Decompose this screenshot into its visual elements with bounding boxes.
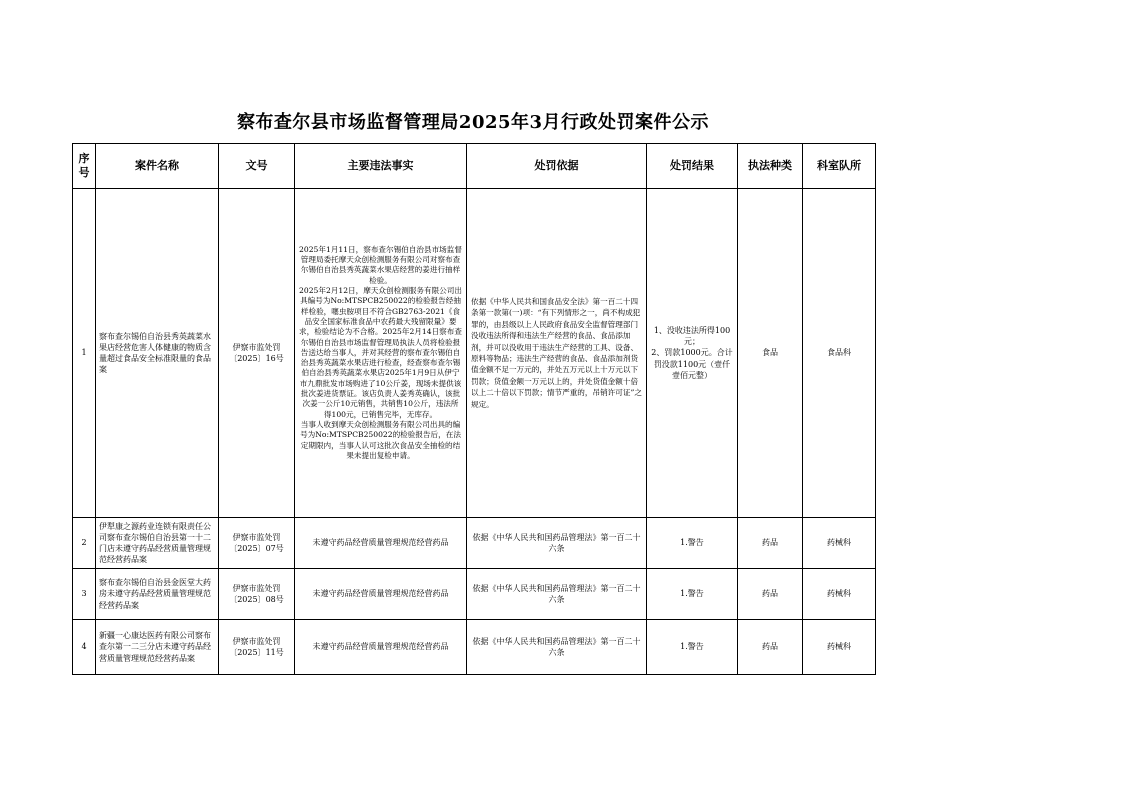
cell-doc-no: 伊察市监处罚〔2025〕11号 <box>219 620 295 675</box>
cell-doc-no: 伊察市监处罚〔2025〕16号 <box>219 189 295 518</box>
cell-result: 1.警告 <box>647 569 738 620</box>
cell-seq: 4 <box>73 620 96 675</box>
cell-doc-no: 伊察市监处罚〔2025〕07号 <box>219 518 295 569</box>
facts-paragraph: 当事人收到摩天众创检测服务有限公司出具的编号为No:MTSPCB250022的检验报告后，在法定期限内，当事人认可这批次食品安全抽检的结果未提出复检申请。 <box>300 420 461 460</box>
header-doc-no: 文号 <box>219 144 295 189</box>
cell-facts: 未遵守药品经营质量管理规范经营药品 <box>295 518 467 569</box>
cell-seq: 1 <box>73 189 96 518</box>
cell-seq: 2 <box>73 518 96 569</box>
cell-case-name: 察布查尔锡伯自治县金医堂大药房未遵守药品经营质量管理规范经营药品案 <box>96 569 219 620</box>
header-dept: 科室队所 <box>803 144 876 189</box>
cell-doc-no: 伊察市监处罚〔2025〕08号 <box>219 569 295 620</box>
cell-case-name: 新疆一心康达医药有限公司察布查尔第一二三分店未遵守药品经营质量管理规范经营药品案 <box>96 620 219 675</box>
header-result: 处罚结果 <box>647 144 738 189</box>
cell-category: 药品 <box>738 620 803 675</box>
facts-paragraph: 2025年2月12日，摩天众创检测服务有限公司出具编号为No:MTSPCB250022的检验报告经抽样检验，噻虫胺项目不符合GB2763-2021《食品安全国家标准食品中农药最大残留限量》要求，检验结论为不合格。2025年2月14日察布查尔锡伯自治县市场监督管理局执法人员将检验报告送达给当事人，并对其经营的察布查尔锡伯自治县秀英蔬菜水果店进行检查，经查察布查尔锡伯自治县秀英蔬菜水果店2025年1月9日从伊宁市九鼎批发市场购进了10公斤姜，现场未提供该批次姜进货票证。该店负责人姜秀英确认，该批次姜一公斤10元销售，共销售10公斤，违法所得100元，已销售完毕，无库存。 <box>299 285 462 419</box>
cell-category: 食品 <box>738 189 803 518</box>
header-case-name: 案件名称 <box>96 144 219 189</box>
table-row <box>73 569 876 620</box>
table-row <box>73 189 876 518</box>
cell-dept: 食品科 <box>803 189 876 518</box>
cell-dept: 药械科 <box>803 518 876 569</box>
cell-result: 1.警告 <box>647 518 738 569</box>
cell-facts: 未遵守药品经营质量管理规范经营药品 <box>295 620 467 675</box>
header-seq: 序号 <box>73 144 96 189</box>
table-row <box>73 518 876 569</box>
cell-facts <box>295 189 467 518</box>
cell-category: 药品 <box>738 518 803 569</box>
cell-basis: 依据《中华人民共和国食品安全法》第一百二十四条第一款第(一)项：“有下列情形之一，尚不构成犯罪的，由县级以上人民政府食品安全监督管理部门没收违法所得和违法生产经营的食品、食品添加剂，并可以没收用于违法生产经营的工具、设备、原料等物品；违法生产经营的食品、食品添加剂货值金额不足一万元的，并处五万元以上十万元以下罚款；货值金额一万元以上的，并处货值金额十倍以上二十倍以下罚款；情节严重的，吊销许可证”之规定。 <box>467 189 647 518</box>
cell-facts: 未遵守药品经营质量管理规范经营药品 <box>295 569 467 620</box>
page-title: 察布查尔县市场监督管理局2025年3月行政处罚案件公示 <box>236 112 710 133</box>
header-category: 执法种类 <box>738 144 803 189</box>
facts-paragraph: 2025年1月11日，察布查尔锡伯自治县市场监督管理局委托摩天众创检测服务有限公司对察布查尔锡伯自治县秀英蔬菜水果店经营的姜进行抽样检验。 <box>299 244 462 285</box>
cell-case-name: 伊犁康之源药业连锁有限责任公司察布查尔锡伯自治县第一十二门店未遵守药品经营质量管理规范经营药品案 <box>96 518 219 569</box>
table-header-row <box>73 144 876 189</box>
penalty-cases-table <box>72 143 876 675</box>
cell-category: 药品 <box>738 569 803 620</box>
table-row <box>73 620 876 675</box>
cell-dept: 药械科 <box>803 569 876 620</box>
header-basis: 处罚依据 <box>467 144 647 189</box>
header-facts: 主要违法事实 <box>295 144 467 189</box>
cell-basis: 依据《中华人民共和国药品管理法》第一百二十六条 <box>467 569 647 620</box>
cell-result: 1.警告 <box>647 620 738 675</box>
cell-basis: 依据《中华人民共和国药品管理法》第一百二十六条 <box>467 620 647 675</box>
cell-case-name: 察布查尔锡伯自治县秀英蔬菜水果店经营危害人体健康的物质含量超过食品安全标准限量的食品案 <box>96 189 219 518</box>
cell-seq: 3 <box>73 569 96 620</box>
cell-dept: 药械科 <box>803 620 876 675</box>
cell-basis: 依据《中华人民共和国药品管理法》第一百二十六条 <box>467 518 647 569</box>
cell-result: 1、没收违法所得100元； 2、罚款1000元。合计罚没款1100元（壹仟壹佰元整） <box>647 189 738 518</box>
